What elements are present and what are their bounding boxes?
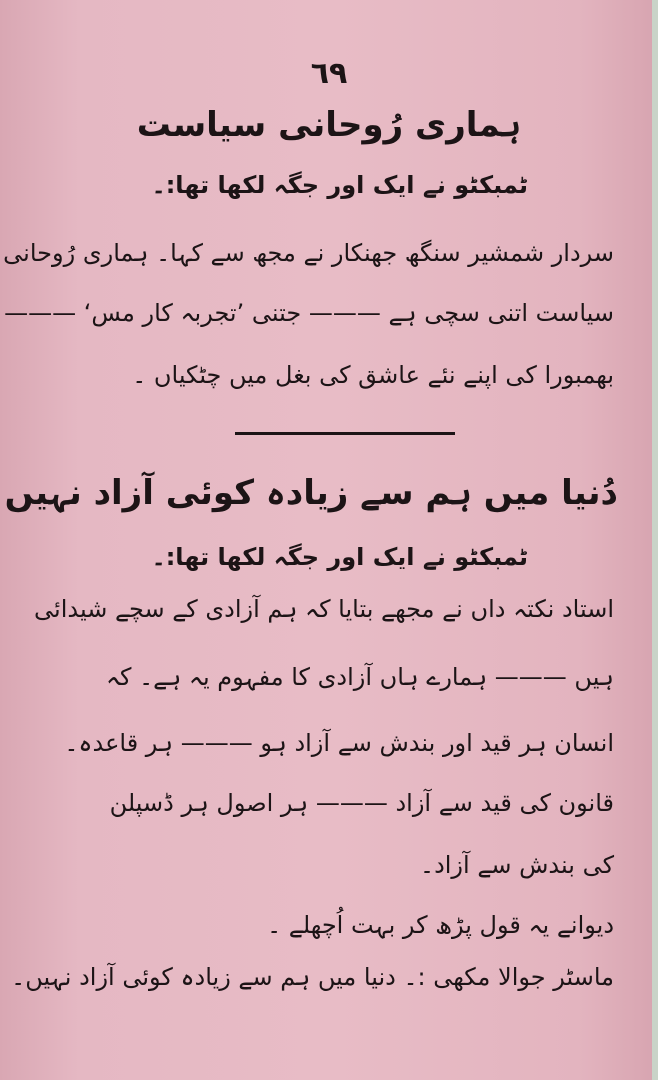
page-number: ٦٩	[310, 56, 348, 91]
section-1-line-3: بھمبورا کی اپنے نئے عاشق کی بغل میں چٹکیاں ۔	[132, 361, 614, 389]
section-2-line-4: قانون کی قید سے آزاد ——— ہر اصول ہر ڈسپلن	[109, 789, 614, 817]
section-1-line-1: سردار شمشیر سنگھ جھنکار نے مجھ سے کہا۔ ہماری رُوحانی	[3, 239, 614, 267]
section-2-line-7: ماسٹر جوالا مکھی :۔ دنیا میں ہم سے زیادہ کوئی آزاد نہیں۔	[11, 963, 614, 991]
section-2-line-6: دیوانے یہ قول پڑھ کر بہت اُچھلے ۔	[267, 911, 614, 939]
section-heading-spiritual-politics: ہماری رُوحانی سیاست	[136, 105, 522, 145]
page-edge	[652, 0, 658, 1080]
section-2-line-5: کی بندش سے آزاد۔	[420, 851, 614, 879]
section-2-intro: ٹمبکٹو نے ایک اور جگہ لکھا تھا:۔	[151, 543, 528, 571]
section-1-intro: ٹمبکٹو نے ایک اور جگہ لکھا تھا:۔	[151, 171, 528, 199]
section-2-line-3: انسان ہر قید اور بندش سے آزاد ہو ——— ہر قاعدہ۔	[64, 729, 614, 757]
section-heading-no-one-freer: دُنیا میں ہم سے زیادہ کوئی آزاد نہیں	[4, 473, 618, 513]
section-divider	[235, 432, 455, 435]
section-2-line-2: ہیں ——— ہمارے ہاں آزادی کا مفہوم یہ ہے۔ کہ	[105, 663, 614, 691]
section-1-line-2: سیاست اتنی سچی ہے ——— جتنی ’تجربہ کار مس‘ ———	[4, 299, 614, 327]
section-2-line-1: استاد نکتہ داں نے مجھے بتایا کہ ہم آزادی کے سچے شیدائی	[34, 595, 614, 623]
